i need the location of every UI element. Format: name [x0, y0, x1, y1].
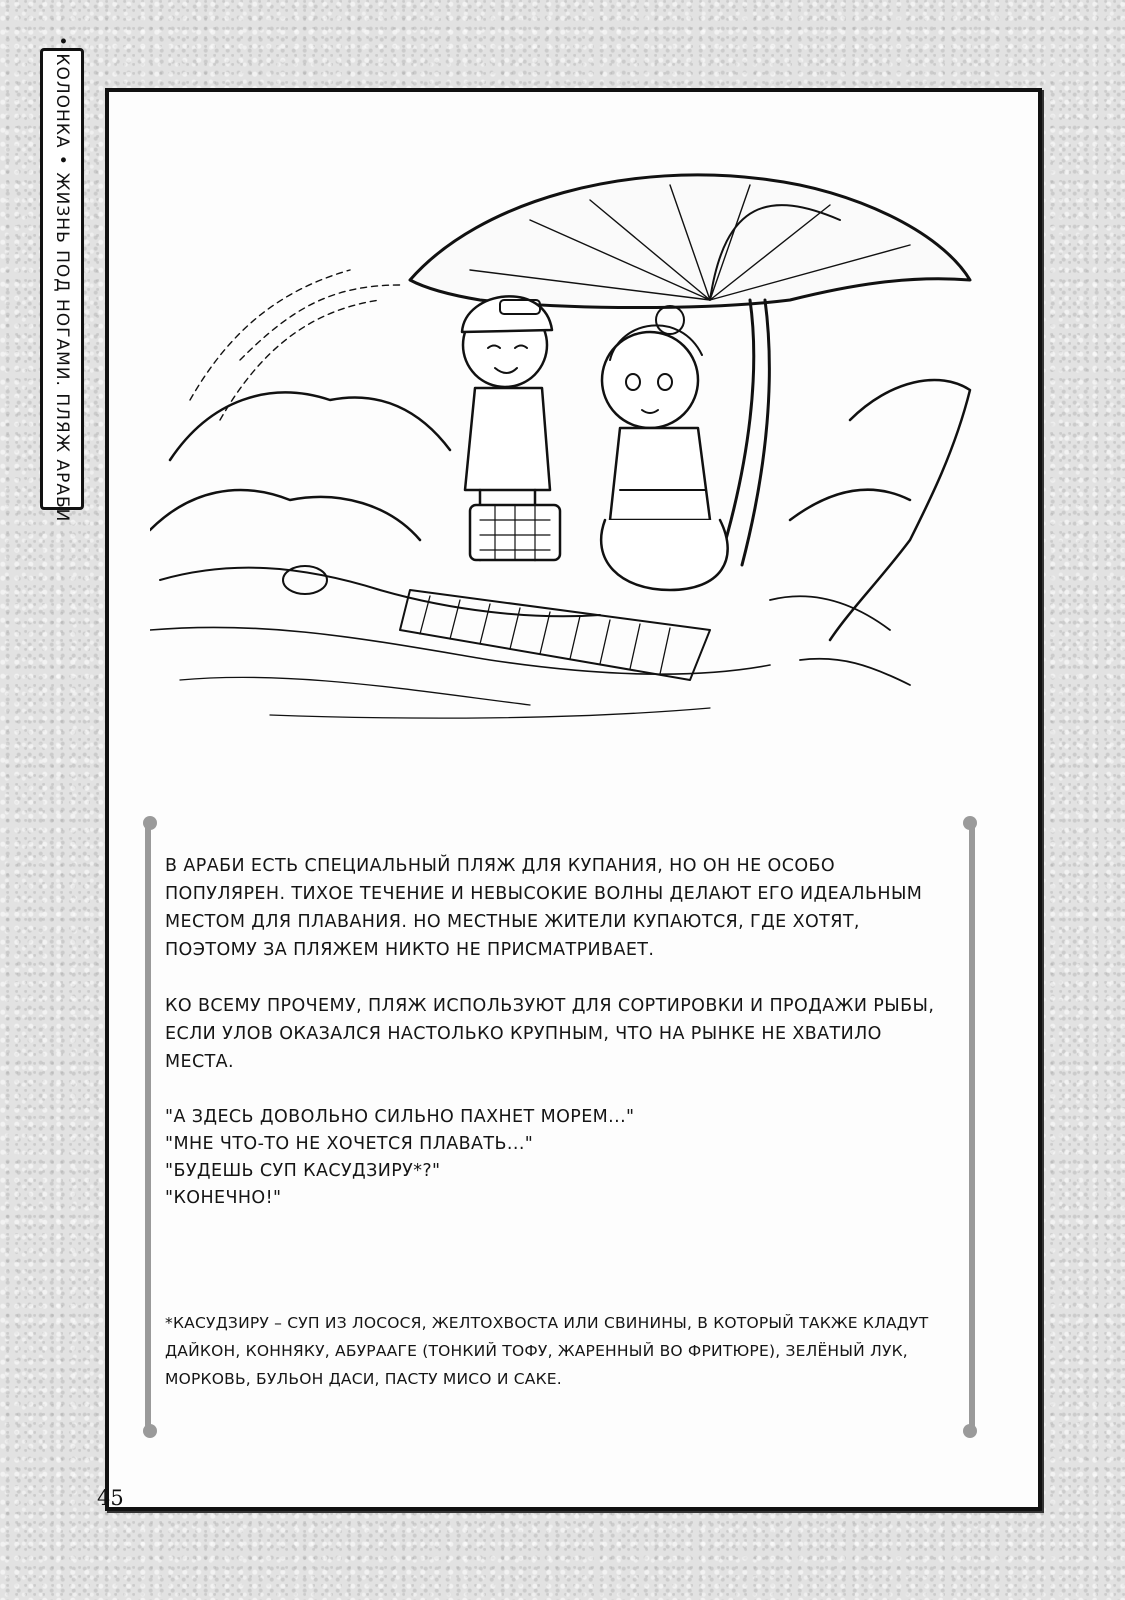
column-paragraph: КО ВСЕМУ ПРОЧЕМУ, ПЛЯЖ ИСПОЛЬЗУЮТ ДЛЯ СОРТИРОВКИ И ПРОДАЖИ РЫБЫ, ЕСЛИ УЛОВ ОКАЗАЛСЯ НАСТОЛЬКО КРУПНЫМ, ЧТО НА РЫНКЕ НЕ ХВАТИЛО МЕСТА.	[165, 996, 935, 1072]
page-number: 45	[97, 1486, 124, 1510]
footnote: *КАСУДЗИРУ – СУП ИЗ ЛОСОСЯ, ЖЕЛТОХВОСТА ИЛИ СВИНИНЫ, В КОТОРЫЙ ТАКЖЕ КЛАДУТ ДАЙКОН, КОННЯКУ, АБУРААГЕ (ТОНКИЙ ТОФУ, ЖАРЕННЫЙ ВО ФРИТЮРЕ), ЗЕЛЁНЫЙ ЛУК, МОРКОВЬ, БУЛЬОН ДАСИ, ПАСТУ МИСО И САКЕ.	[165, 1314, 929, 1388]
side-tab	[40, 35, 84, 523]
leaf-stem	[720, 300, 769, 565]
bracket-cap	[143, 816, 157, 830]
column-text-panel	[145, 822, 975, 1432]
character-right	[601, 306, 728, 590]
quote-line: "МНЕ ЧТО-ТО НЕ ХОЧЕТСЯ ПЛАВАТЬ..."	[165, 1134, 534, 1154]
quote-line: "БУДЕШЬ СУП КАСУДЗИРУ*?"	[165, 1161, 441, 1181]
bracket-cap	[963, 1424, 977, 1438]
bracket-cap	[963, 816, 977, 830]
rocks-right	[790, 380, 970, 640]
character-left	[462, 296, 560, 560]
side-tab-label: • КОЛОНКА • ЖИЗНЬ ПОД НОГАМИ. ПЛЯЖ АРАБИ	[52, 35, 72, 523]
panel-bracket-left	[145, 822, 157, 1432]
column-paragraph: В АРАБИ ЕСТЬ СПЕЦИАЛЬНЫЙ ПЛЯЖ ДЛЯ КУПАНИЯ, НО ОН НЕ ОСОБО ПОПУЛЯРЕН. ТИХОЕ ТЕЧЕНИЕ И НЕВЫСОКИЕ ВОЛНЫ ДЕЛАЮТ ЕГО ИДЕАЛЬНЫМ МЕСТОМ ДЛЯ ПЛАВАНИЯ. НО МЕСТНЫЕ ЖИТЕЛИ КУПАЮТСЯ, ГДЕ ХОТЯТ, ПОЭТОМУ ЗА ПЛЯЖЕМ НИКТО НЕ ПРИСМАТРИВАЕТ.	[165, 856, 923, 960]
bracket-cap	[143, 1424, 157, 1438]
quote-line: "А ЗДЕСЬ ДОВОЛЬНО СИЛЬНО ПАХНЕТ МОРЕМ..."	[165, 1107, 635, 1127]
boardwalk	[400, 590, 710, 680]
column-body	[165, 852, 955, 1212]
dialogue-quotes	[165, 1104, 955, 1212]
shell	[283, 566, 327, 594]
beach-illustration	[150, 160, 990, 730]
rocks-left	[150, 393, 450, 541]
quote-line: "КОНЕЧНО!"	[165, 1188, 282, 1208]
